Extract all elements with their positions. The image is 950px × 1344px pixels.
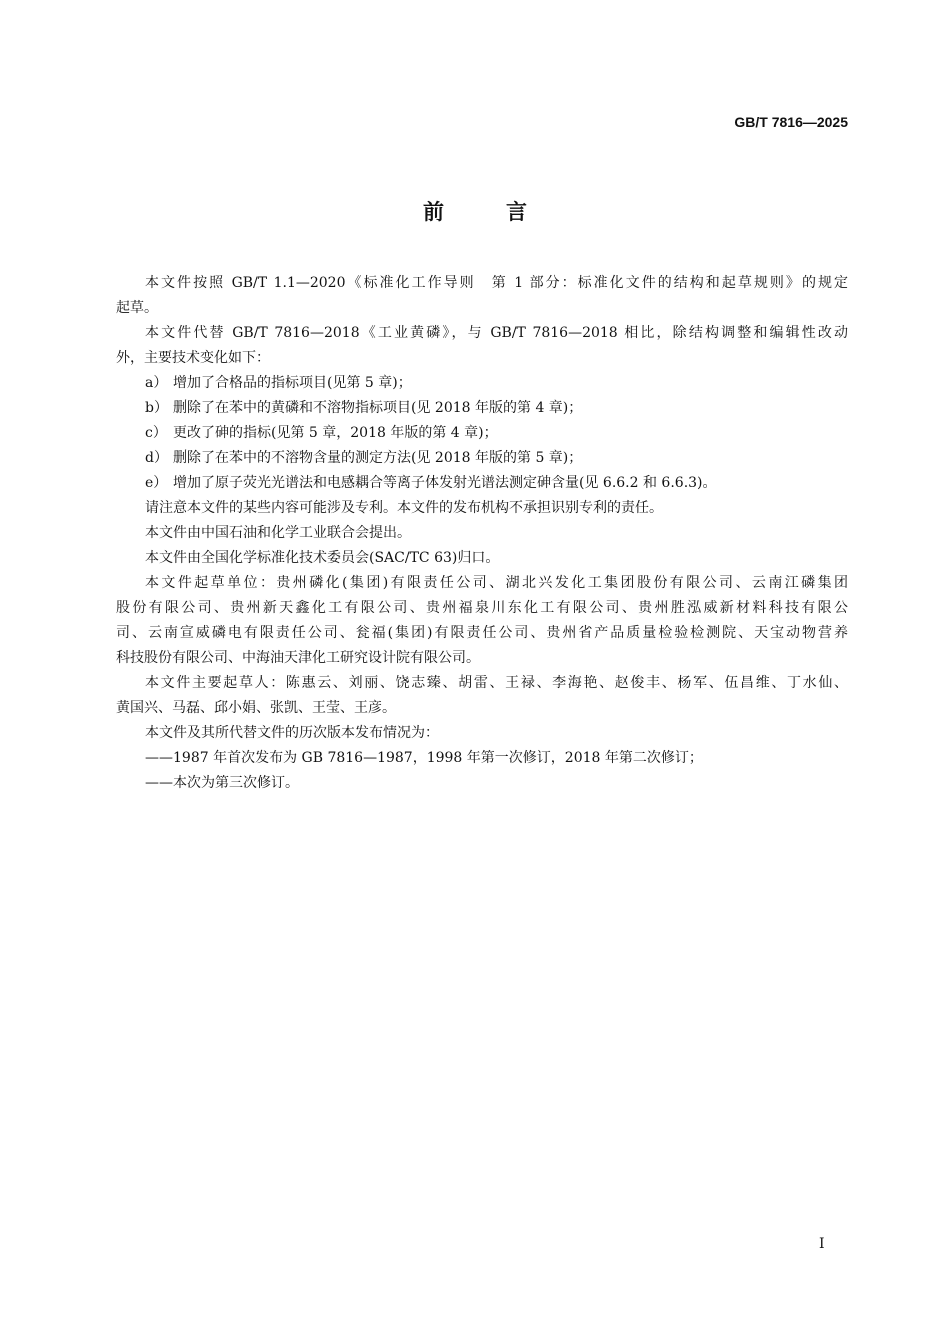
paragraph-line: 本文件主要起草人：陈惠云、刘丽、饶志臻、胡雷、王禄、李海艳、赵俊丰、杨军、伍昌维、丁水仙、 [145, 675, 848, 691]
list-item-label: d） [145, 450, 168, 466]
paragraph-line: 本文件起草单位：贵州磷化(集团)有限责任公司、湖北兴发化工集团股份有限公司、云南江磷集团 [145, 575, 848, 591]
paragraph-line: 请注意本文件的某些内容可能涉及专利。本文件的发布机构不承担识别专利的责任。 [145, 500, 663, 516]
change-list-item [116, 446, 848, 471]
change-list-item [116, 396, 848, 421]
change-list-item [116, 471, 848, 496]
paragraph-line: 外，主要技术变化如下： [116, 350, 270, 366]
list-item-text: 增加了合格品的指标项目(见第 5 章)； [173, 375, 412, 391]
list-item-text: 更改了砷的指标(见第 5 章，2018 年版的第 4 章)； [173, 425, 498, 441]
list-item-text: 增加了原子荧光光谱法和电感耦合等离子体发射光谱法测定砷含量(见 6.6.2 和 6.6.3)。 [173, 475, 717, 491]
paragraph-line: 本文件按照 GB/T 1.1—2020《标准化工作导则 第 1 部分：标准化文件的结构和起草规则》的规定 [145, 275, 848, 291]
paragraph-line: 本文件及其所代替文件的历次版本发布情况为： [145, 725, 439, 741]
paragraph-line: 本文件代替 GB/T 7816—2018《工业黄磷》，与 GB/T 7816—2018 相比，除结构调整和编辑性改动 [145, 325, 848, 341]
list-item-text: 删除了在苯中的黄磷和不溶物指标项目(见 2018 年版的第 4 章)； [173, 400, 583, 416]
paragraph-line: 本文件由全国化学标准化技术委员会(SAC/TC 63)归口。 [145, 550, 500, 566]
paragraph-line: 起草。 [116, 300, 158, 316]
paragraph-line: 本文件由中国石油和化学工业联合会提出。 [145, 525, 411, 541]
list-item-label: b） [145, 400, 168, 416]
paragraph-line: 黄国兴、马磊、邱小娟、张凯、王莹、王彦。 [116, 700, 396, 716]
foreword-body [116, 271, 848, 796]
change-list-item [116, 371, 848, 396]
list-item-label: e） [145, 475, 168, 491]
paragraph-line: 司、云南宣威磷电有限责任公司、瓮福(集团)有限责任公司、贵州省产品质量检验检测院、天宝动物营养 [116, 625, 848, 641]
paragraph-line: 股份有限公司、贵州新天鑫化工有限公司、贵州福泉川东化工有限公司、贵州胜泓威新材料科技有限公 [116, 600, 848, 616]
page-title: 前言 [423, 200, 589, 224]
paragraph-line: ——本次为第三次修订。 [145, 775, 299, 791]
document-number: GB/T 7816—2025 [734, 114, 848, 130]
list-item-label: c） [145, 425, 167, 441]
list-item-label: a） [145, 375, 168, 391]
page-number: I [819, 1236, 825, 1252]
paragraph-line: ——1987 年首次发布为 GB 7816—1987，1998 年第一次修订，2018 年第二次修订； [145, 750, 703, 766]
paragraph-line: 科技股份有限公司、中海油天津化工研究设计院有限公司。 [116, 650, 480, 666]
list-item-text: 删除了在苯中的不溶物含量的测定方法(见 2018 年版的第 5 章)； [173, 450, 583, 466]
change-list-item [116, 421, 848, 446]
